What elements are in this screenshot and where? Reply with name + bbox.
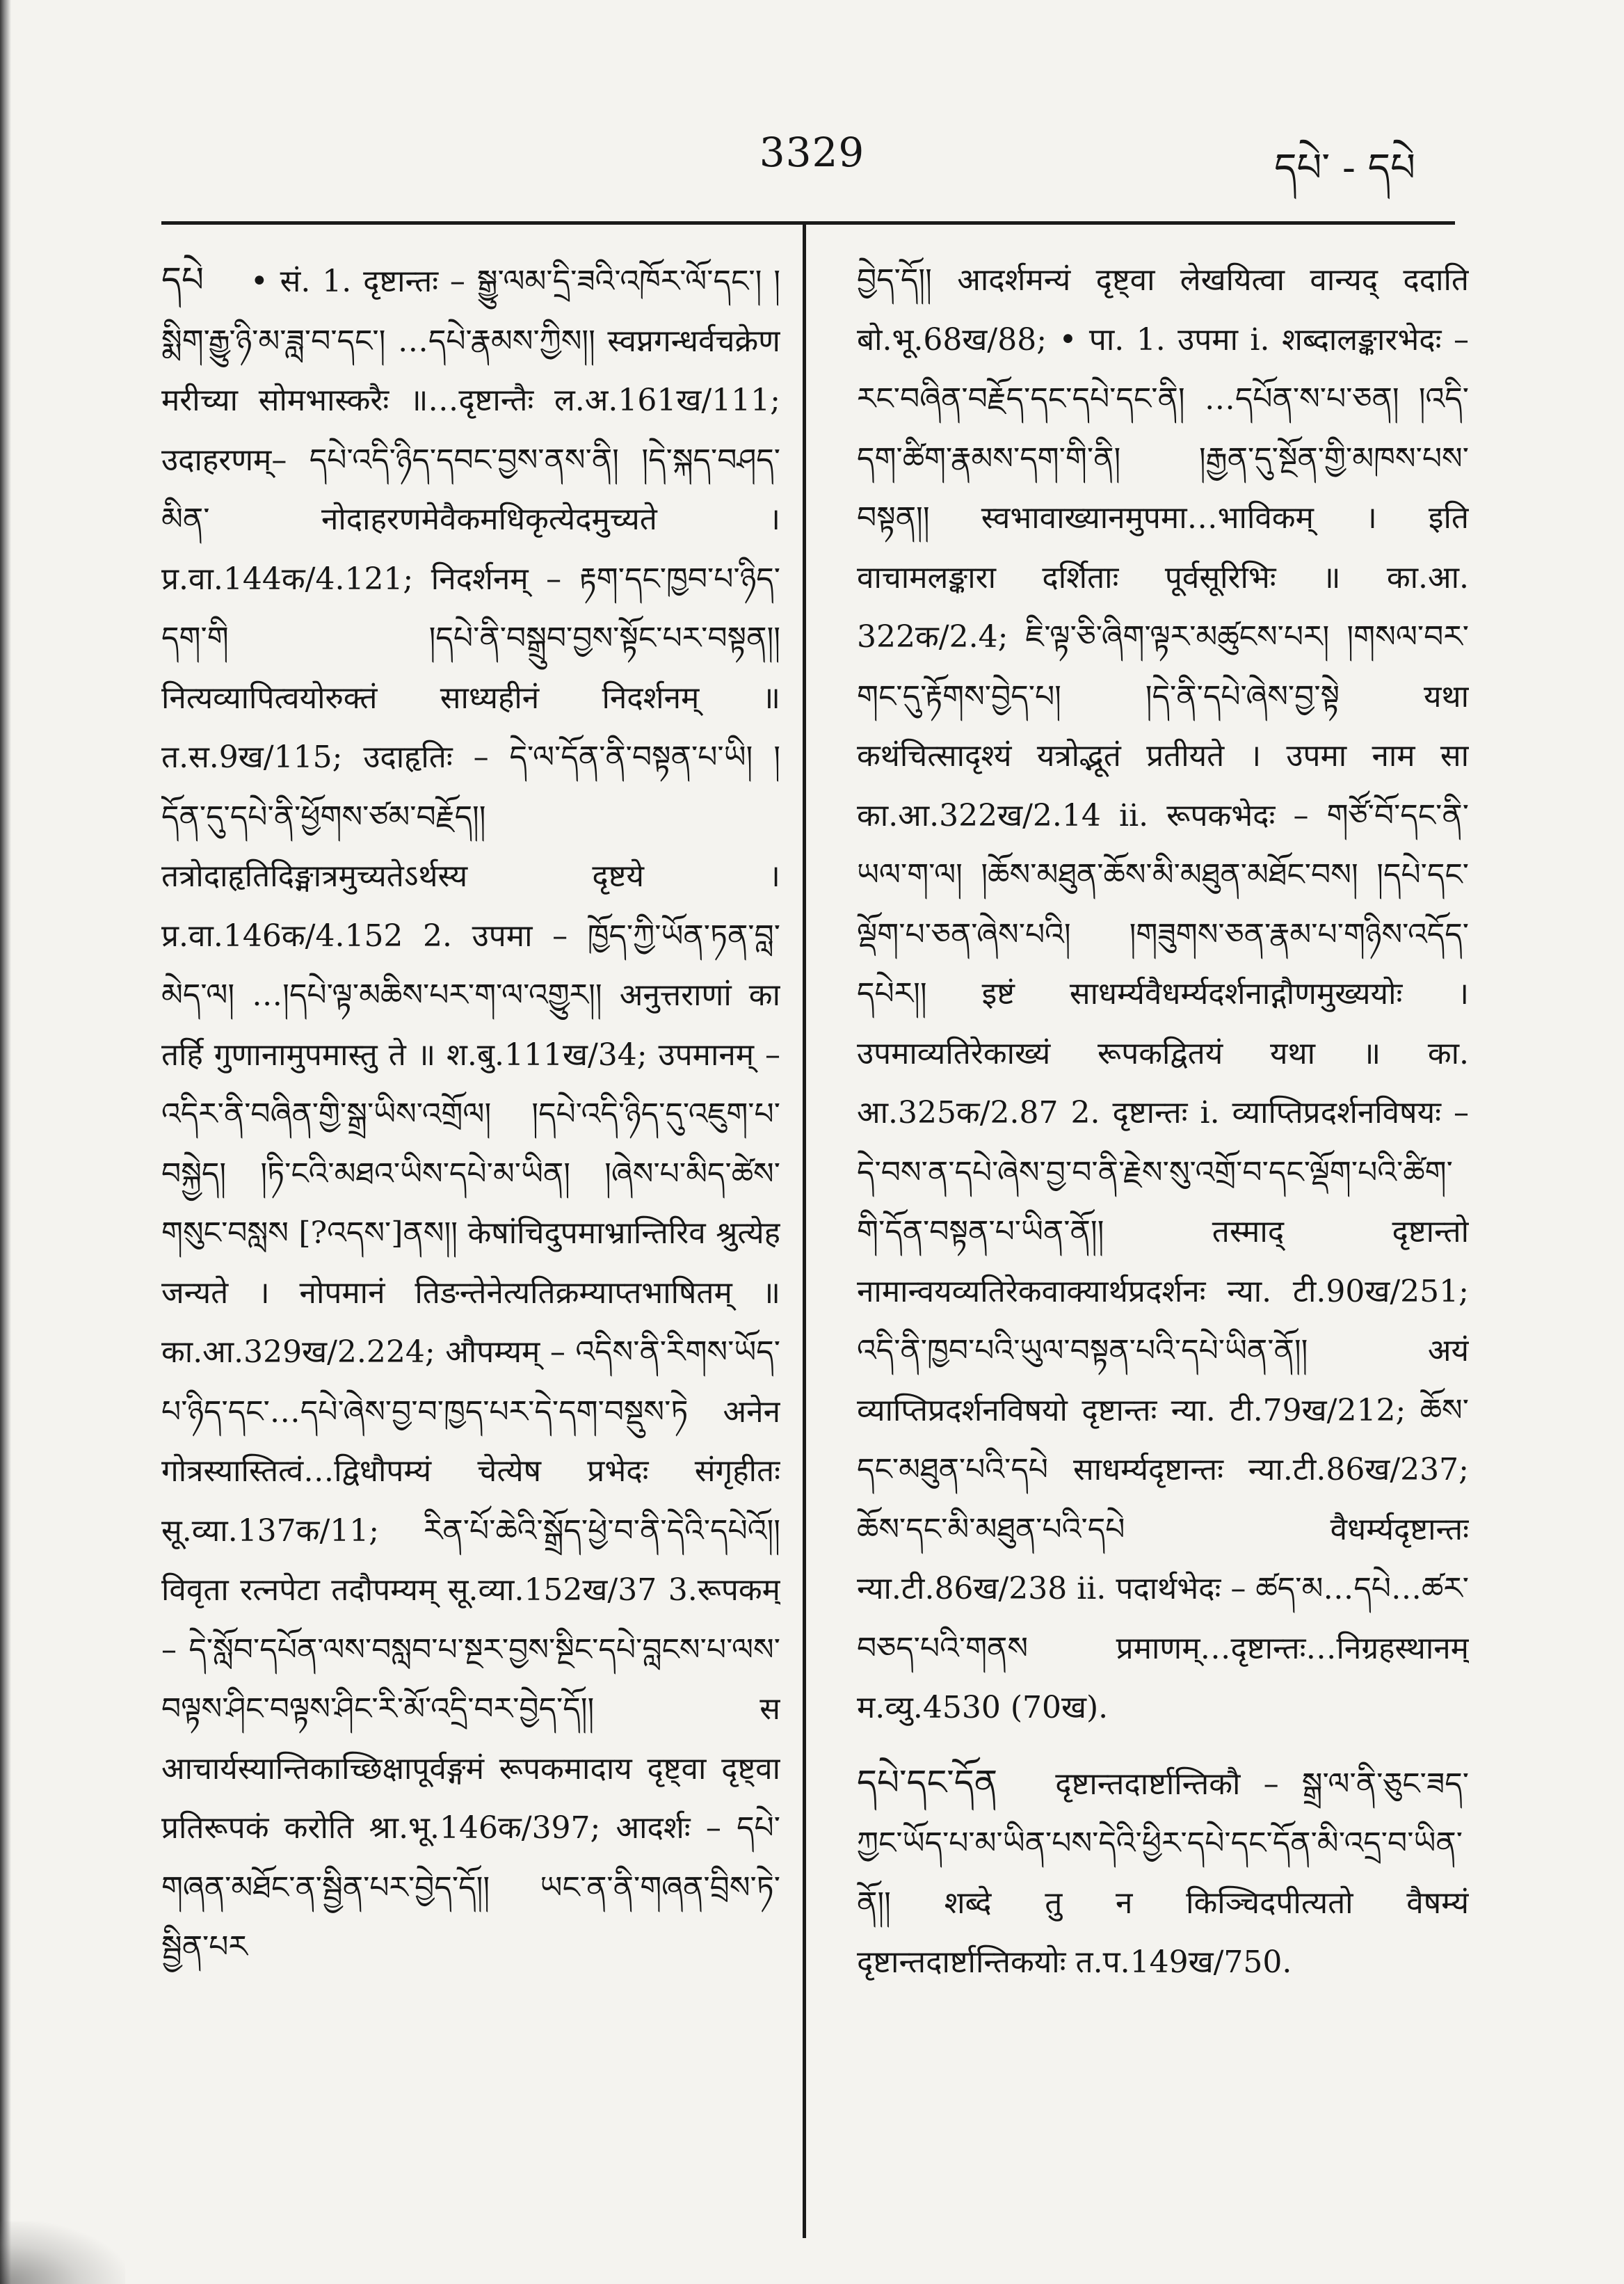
headword: དཔེ་དང་དོན [857,1762,1033,1803]
page-edge-shadow [0,0,11,2284]
dictionary-entry [161,250,780,1977]
dictionary-entry [857,1753,1469,1992]
header-rule [161,221,1455,225]
column-divider [803,224,806,2238]
headword: དཔེ [161,259,239,300]
left-column [161,250,780,2240]
entry-continuation: བྱེད་དོ།། आदर्शमन्यं दृष्ट्वा लेखयित्वा वान्यद् ददाति बो.भू.68ख/88; • पा. 1. उपमा i. शब्दालङ्कारभेदः – རང་བཞིན་བརྗོད་དང་དཔེ་དང་ནི། …དཔོན་ས་པ་ཅན། །འདི་དག་ཚིག་རྣམས་དག་གི་ནི། །རྒྱན་དུ་སྔོན་གྱི་མཁས་པས་བསྟན།། स्वभावाख्यानमुपमा…भाविकम् । इति वाचामलङ्कारा दर्शिताः पूर्वसूरिभिः ॥ का.आ. 322क/2.4; ཇི་ལྟ་ཅི་ཞིག་ལྟར་མཚུངས་པར། །གསལ་བར་གང་དུ་རྟོགས་བྱེད་པ། །དེ་ནི་དཔེ་ཞེས་བྱ་སྟེ यथा कथंचित्सादृश्यं यत्रोद्भूतं प्रतीयते । उपमा नाम सा का.आ.322ख/2.14 ii. रूपकभेदः – གཙོ་བོ་དང་ནི་ཡལ་ག་ལ། །ཆོས་མཐུན་ཆོས་མི་མཐུན་མཐོང་བས། །དཔེ་དང་ལྡོག་པ་ཅན་ཞེས་པའི། །གཟུགས་ཅན་རྣམ་པ་གཉིས་འདོད་དཔེར།། इष्टं साधर्म्यवैधर्म्यदर्शनाद्गौणमुख्ययोः । उपमाव्यतिरेकाख्यं रूपकद्वितयं यथा ॥ का. आ.325क/2.87 2. दृष्टान्तः i. व्याप्तिप्रदर्शनविषयः – དེ་བས་ན་དཔེ་ཞེས་བྱ་བ་ནི་རྗེས་སུ་འགྲོ་བ་དང་ལྡོག་པའི་ཚིག་གི་དོན་བསྟན་པ་ཡིན་ནོ།། तस्माद् दृष्टान्तो नामान्वयव्यतिरेकवाक्यार्थप्रदर्शनः न्या. टी.90ख/251; འདི་ནི་ཁྱབ་པའི་ཡུལ་བསྟན་པའི་དཔེ་ཡིན་ནོ།། अयं व्याप्तिप्रदर्शनविषयो दृष्टान्तः न्या. टी.79ख/212; ཆོས་དང་མཐུན་པའི་དཔེ साधर्म्यदृष्टान्तः न्या.टी.86ख/237; ཆོས་དང་མི་མཐུན་པའི་དཔེ वैधर्म्यदृष्टान्तः न्या.टी.86ख/238 ii. पदार्थभेदः – ཚད་མ…དཔེ…ཚར་བཅད་པའི་གནས प्रमाणम्…दृष्टान्तः…निग्रहस्थानम् म.व्यु.4530 (70ख). [857,262,1469,1725]
scan-smudge [0,2221,125,2284]
entry-text: • सं. 1. दृष्टान्तः – སྒྱུ་ལམ་དྲི་ཟའི་འཁོར་ལོ་དང་། །སྨིག་རྒྱུ་ཉི་མ་ཟླ་བ་དང་། …དཔེ་རྣམས་ཀྱིས།། स्वप्नगन्धर्वचक्रेण मरीच्या सोमभास्करैः ॥…दृष्टान्तैः ल.अ.161ख/111; उदाहरणम्– དཔེ་འདི་ཉིད་དབང་བྱས་ནས་ནི། །དེ་སྐད་བཤད་མིན་ नोदाहरणमेवैकमधिकृत्येदमुच्यते । प्र.वा.144क/4.121; निदर्शनम् – རྟག་དང་ཁྱབ་པ་ཉིད་དག་གི །དཔེ་ནི་བསྒྲུབ་བྱས་སྟོང་པར་བསྟན།། नित्यव्यापित्वयोरुक्तं साध्यहीनं निदर्शनम् ॥ त.स.9ख/115; उदाहृतिः – དེ་ལ་དོན་ནི་བསྟན་པ་ཡི། །དོན་དུ་དཔེ་ནི་ཕྱོགས་ཙམ་བརྗོད།། तत्रोदाहृतिदिङ्मात्रमुच्यतेऽर्थस्य दृष्टये । प्र.वा.146क/4.152 2. उपमा – ཁྱོད་ཀྱི་ཡོན་ཏན་བླ་མེད་ལ། …།དཔེ་ལྟ་མཆིས་པར་ག་ལ་འགྱུར།། अनुत्तराणां का तर्हि गुणानामुपमास्तु ते ॥ श.बु.111ख/34; उपमानम् – འདིར་ནི་བཞིན་གྱི་སྒྲ་ཡིས་འགྲོལ། །དཔེ་འདི་ཉིད་དུ་འཇུག་པ་བསྐྱེད། །ཏི་ངའི་མཐའ་ཡིས་དཔེ་མ་ཡིན། །ཞེས་པ་མིད་ཚེས་གསུང་བསླས [?འདས་]ནས།། केषांचिदुपमाभ्रान्तिरिव श्रुत्येह जन्यते । नोपमानं तिङन्तेनेत्यतिक्रम्याप्तभाषितम् ॥ का.आ.329ख/2.224; औपम्यम् – འདིས་ནི་རིགས་ཡོད་པ་ཉིད་དང་…དཔེ་ཞེས་བྱ་བ་ཁྱད་པར་དེ་དག་བསྡུས་ཏེ अनेन गोत्रस्यास्तित्वं…द्विधौपम्यं चेत्येष प्रभेदः संगृहीतः सू.व्या.137क/11; རིན་པོ་ཆེའི་སྒྲོད་ཕྱེ་བ་ནི་དེའི་དཔེའོ།། विवृता रत्नपेटा तदौपम्यम् सू.व्या.152ख/37 3.रूपकम् – དེ་སློབ་དཔོན་ལས་བསླབ་པ་སྔར་བྱས་སྔིང་དཔེ་བླངས་པ་ལས་བལྟས་ཤིང་བལྟས་ཤིང་རི་མོ་འདྲི་བར་བྱེད་དོ།། स आचार्यस्यान्तिकाच्छिक्षापूर्वङ्गमं रूपकमादाय दृष्ट्वा दृष्ट्वा प्रतिरूपकं करोति श्रा.भू.146क/397; आदर्शः – དཔེ་གཞན་མཐོང་ན་སྦྱིན་པར་བྱེད་དོ།། ཡང་ན་ནི་གཞན་བྲིས་ཏེ་སྦྱིན་པར [161,264,780,1965]
right-column [857,250,1469,2240]
running-head: དཔེ་ - དཔེ [1274,145,1415,191]
entry-text: दृष्टान्तदार्ष्टान्तिकौ – སྒྲ་ལ་ནི་ཅུང་ཟད་ཀྱང་ཡོད་པ་མ་ཡིན་པས་དེའི་ཕྱིར་དཔེ་དང་དོན་མི་འདྲ་བ་ཡིན་ནོ།། शब्दे तु न किञ्चिदपीत्यतो वैषम्यं दृष्टान्तदार्ष्टान्तिकयोः त.प.149ख/750. [857,1766,1469,1980]
page-number: 3329 [759,129,865,176]
